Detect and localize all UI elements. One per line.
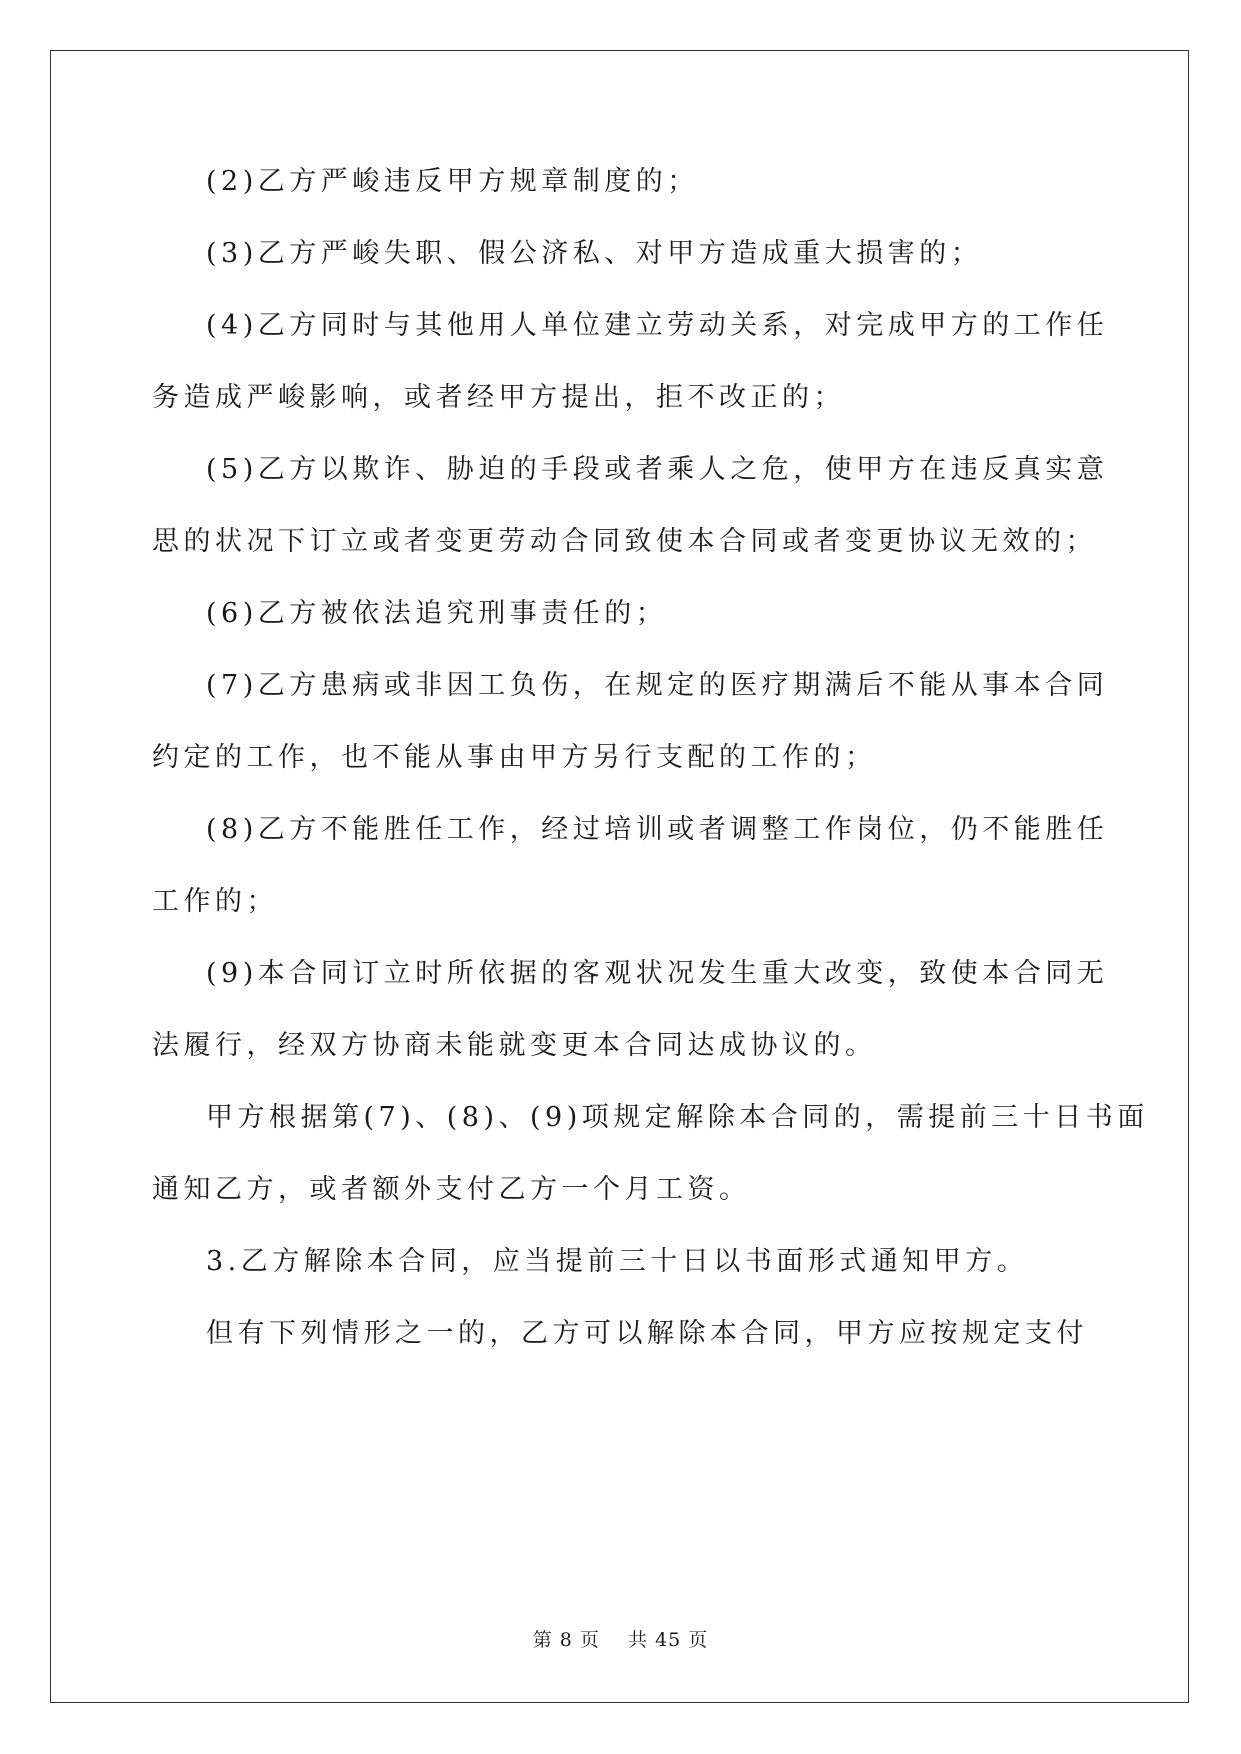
paragraph-line: 通知乙方，或者额外支付乙方一个月工资。 [152,1174,751,1205]
paragraph-line: 3.乙方解除本合同，应当提前三十日以书面形式通知甲方。 [206,1246,1029,1277]
paragraph-line: (8)乙方不能胜任工作，经过培训或者调整工作岗位，仍不能胜任 [206,814,1109,845]
paragraph-line: (9)本合同订立时所依据的客观状况发生重大改变，致使本合同无 [206,958,1109,989]
paragraph-line: 思的状况下订立或者变更劳动合同致使本合同或者变更协议无效的； [152,526,1097,557]
paragraph-line: (3)乙方严峻失职、假公济私、对甲方造成重大损害的； [206,238,983,269]
page-border [50,50,1189,1703]
paragraph-line: 但有下列情形之一的，乙方可以解除本合同，甲方应按规定支付 [206,1318,1088,1349]
paragraph-line: (7)乙方患病或非因工负伤，在规定的医疗期满后不能从事本合同 [206,670,1109,701]
paragraph-line: (2)乙方严峻违反甲方规章制度的； [206,166,699,197]
paragraph-line: (4)乙方同时与其他用人单位建立劳动关系，对完成甲方的工作任 [206,310,1109,341]
page-total: 共 45 页 [628,1629,709,1651]
page-number: 第 8 页 [532,1629,600,1651]
page-footer [0,1625,1241,1652]
paragraph-line: 约定的工作，也不能从事由甲方另行支配的工作的； [152,742,877,773]
paragraph-line: (5)乙方以欺诈、胁迫的手段或者乘人之危，使甲方在违反真实意 [206,454,1109,485]
paragraph-line: 务造成严峻影响，或者经甲方提出，拒不改正的； [152,382,845,413]
paragraph-line: (6)乙方被依法追究刑事责任的； [206,598,668,629]
paragraph-line: 法履行，经双方协商未能就变更本合同达成协议的。 [152,1030,877,1061]
paragraph-line: 甲方根据第(7)、(8)、(9)项规定解除本合同的，需提前三十日书面 [206,1102,1149,1133]
paragraph-line: 工作的； [152,886,278,917]
